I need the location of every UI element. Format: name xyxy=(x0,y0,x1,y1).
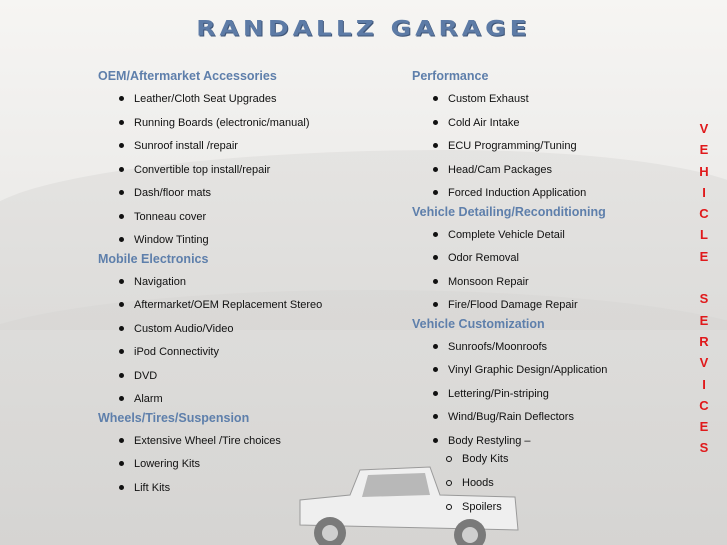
bullet-icon xyxy=(119,143,124,148)
left-column xyxy=(98,70,398,502)
list-item: Lift Kits xyxy=(98,479,398,503)
section-heading: OEM/Aftermarket Accessories xyxy=(98,69,277,83)
list-item: Sunroof install /repair xyxy=(98,137,398,161)
vertical-letter: L xyxy=(700,227,708,243)
list-item: Lowering Kits xyxy=(98,455,398,479)
bullet-icon xyxy=(433,143,438,148)
vertical-letter: I xyxy=(702,184,706,200)
vertical-letter: V xyxy=(699,355,709,371)
bullet-icon xyxy=(119,279,124,284)
bullet-icon xyxy=(119,214,124,219)
list-item: Convertible top install/repair xyxy=(98,161,398,185)
vertical-letter: C xyxy=(699,397,709,413)
list-item: Complete Vehicle Detail xyxy=(412,226,672,250)
bullet-icon xyxy=(433,120,438,125)
vertical-letter: I xyxy=(702,376,706,392)
bullet-icon xyxy=(119,349,124,354)
vertical-letter: V xyxy=(699,121,709,136)
vertical-letter-gap xyxy=(696,267,712,288)
list-item: Aftermarket/OEM Replacement Stereo xyxy=(98,296,398,320)
section-heading: Wheels/Tires/Suspension xyxy=(98,410,250,425)
bullet-icon xyxy=(433,344,438,349)
bullet-icon xyxy=(433,438,438,443)
sub-list-item: Hoods xyxy=(412,474,672,498)
bullet-icon xyxy=(433,255,438,260)
list-item: Odor Removal xyxy=(412,249,672,273)
list-item: DVD xyxy=(98,367,398,391)
bullet-icon xyxy=(433,96,438,101)
sub-list-item: Spoilers xyxy=(412,498,672,522)
list-item: iPod Connectivity xyxy=(98,343,398,367)
section-heading: Mobile Electronics xyxy=(98,251,209,266)
vertical-letter: H xyxy=(699,163,709,179)
bullet-icon xyxy=(119,396,124,401)
vertical-letter: S xyxy=(699,291,709,307)
site-title-text: RANDALLZ GARAGE xyxy=(196,16,531,41)
circle-bullet-icon xyxy=(446,456,452,462)
list-item: Navigation xyxy=(98,273,398,297)
section-customization xyxy=(412,318,672,522)
circle-bullet-icon xyxy=(446,480,452,486)
list-item: Tonneau cover xyxy=(98,208,398,232)
list-item: Cold Air Intake xyxy=(412,114,672,138)
list-item: Running Boards (electronic/manual) xyxy=(98,114,398,138)
bullet-icon xyxy=(433,190,438,195)
bullet-icon xyxy=(119,120,124,125)
list-item: Custom Exhaust xyxy=(412,90,672,114)
section-heading: Vehicle Detailing/Reconditioning xyxy=(412,204,606,219)
bullet-icon xyxy=(119,190,124,195)
bullet-icon xyxy=(433,279,438,284)
vertical-letter: E xyxy=(699,248,709,264)
vertical-letter: E xyxy=(699,312,709,328)
right-column xyxy=(412,70,672,522)
list-item: Wind/Bug/Rain Deflectors xyxy=(412,408,672,432)
list-item: Custom Audio/Video xyxy=(98,320,398,344)
bullet-icon xyxy=(433,367,438,372)
vertical-letter: E xyxy=(699,419,709,435)
list-item: Alarm xyxy=(98,390,398,414)
list-item: Head/Cam Packages xyxy=(412,161,672,185)
section-mobile-electronics xyxy=(98,253,398,414)
section-wheels-tires xyxy=(98,412,398,503)
list-item: Dash/floor mats xyxy=(98,184,398,208)
circle-bullet-icon xyxy=(446,504,452,510)
site-title xyxy=(0,14,727,43)
vertical-letter: R xyxy=(699,333,709,349)
vehicle-services-vertical-text xyxy=(696,118,712,459)
bullet-icon xyxy=(119,438,124,443)
bullet-icon xyxy=(119,373,124,378)
list-item: Forced Induction Application xyxy=(412,184,672,208)
section-heading: Performance xyxy=(412,69,489,83)
list-item: Leather/Cloth Seat Upgrades xyxy=(98,90,398,114)
list-item: Extensive Wheel /Tire choices xyxy=(98,432,398,456)
section-heading: Vehicle Customization xyxy=(412,316,545,331)
bullet-icon xyxy=(119,326,124,331)
bullet-icon xyxy=(119,302,124,307)
bullet-icon xyxy=(433,167,438,172)
vertical-letter: S xyxy=(699,440,709,456)
bullet-icon xyxy=(119,96,124,101)
list-item: Lettering/Pin-striping xyxy=(412,385,672,409)
section-performance xyxy=(412,70,672,208)
bullet-icon xyxy=(433,302,438,307)
list-item: Body Restyling – Body Kits Hoods Spoilers xyxy=(412,432,672,522)
list-item: Window Tinting xyxy=(98,231,398,255)
list-item: Vinyl Graphic Design/Application xyxy=(412,361,672,385)
bullet-icon xyxy=(433,232,438,237)
list-item: Sunroofs/Moonroofs xyxy=(412,338,672,362)
vertical-letter: C xyxy=(699,206,709,222)
section-detailing xyxy=(412,206,672,320)
sub-list-item: Body Kits xyxy=(412,450,672,474)
list-item: Fire/Flood Damage Repair xyxy=(412,296,672,320)
section-oem-accessories xyxy=(98,70,398,255)
bullet-icon xyxy=(119,167,124,172)
bullet-icon xyxy=(119,461,124,466)
list-item: Monsoon Repair xyxy=(412,273,672,297)
bullet-icon xyxy=(119,237,124,242)
vertical-letter: E xyxy=(699,142,709,158)
list-item: ECU Programming/Tuning xyxy=(412,137,672,161)
bullet-icon xyxy=(433,391,438,396)
bullet-icon xyxy=(119,485,124,490)
bullet-icon xyxy=(433,414,438,419)
